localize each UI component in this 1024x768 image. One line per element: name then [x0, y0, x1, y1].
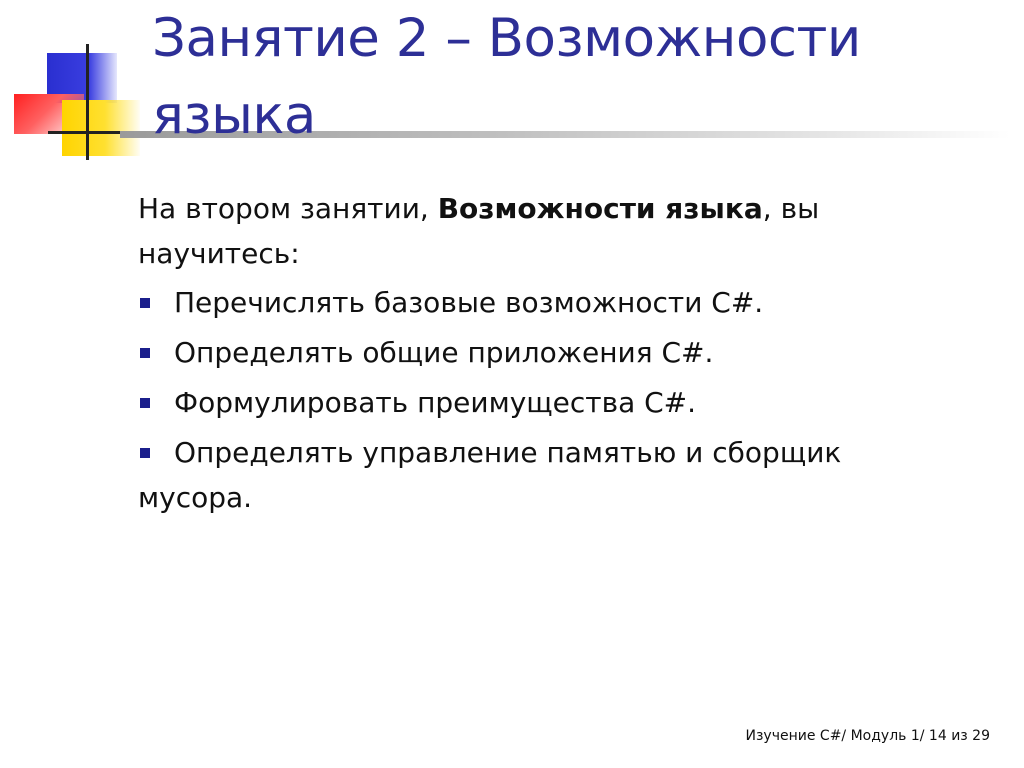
bullet-square-icon: [140, 348, 150, 358]
intro-prefix: На втором занятии,: [138, 192, 438, 225]
bullet-item: [138, 330, 928, 375]
bullet-square-icon: [140, 448, 150, 458]
bullet-item: [138, 430, 928, 520]
bullet-item: [138, 280, 928, 325]
logo-yellow-square: [62, 100, 140, 156]
intro-paragraph: [138, 186, 928, 276]
bullet-text: Определять управление памятью и сборщик мусора.: [138, 436, 842, 514]
logo-vertical-line: [86, 44, 89, 160]
bullet-square-icon: [140, 298, 150, 308]
bullet-list: [138, 280, 928, 520]
slide-footer: Изучение C#/ Модуль 1/ 14 из 29: [745, 728, 990, 744]
bullet-square-icon: [140, 398, 150, 408]
bullet-item: [138, 380, 928, 425]
intro-bold: Возможности языка: [437, 192, 763, 225]
slide-title: Занятие 2 – Возможности языка: [152, 8, 861, 146]
slide-content: [138, 186, 928, 525]
bullet-text: Перечислять базовые возможности C#.: [174, 286, 764, 319]
bullet-text: Определять общие приложения C#.: [174, 336, 714, 369]
intro-suffix: , вы научитесь:: [138, 192, 820, 270]
bullet-text: Формулировать преимущества C#.: [174, 386, 697, 419]
slide-logo: [0, 0, 160, 170]
